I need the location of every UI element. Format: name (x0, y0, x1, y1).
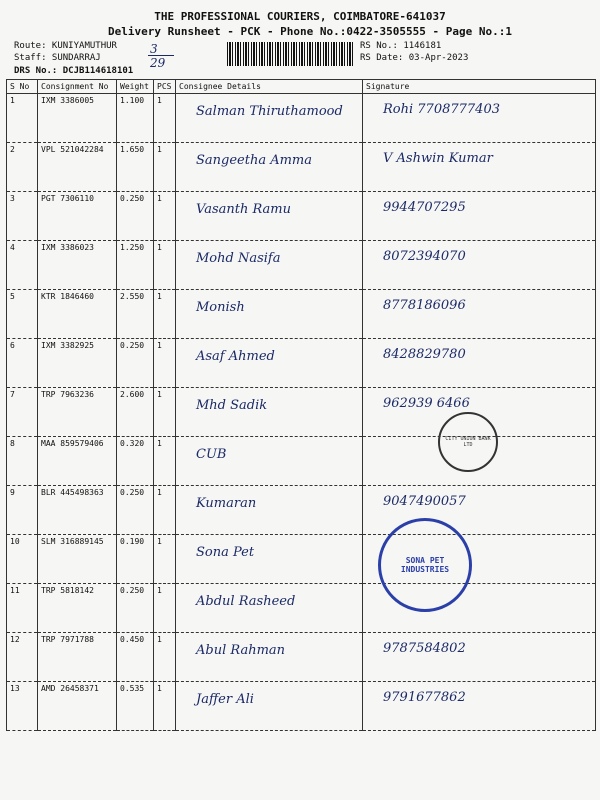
row-sno: 10 (7, 535, 38, 584)
row-consignee-cell (176, 584, 363, 633)
row-weight: 1.250 (117, 241, 154, 290)
row-pcs: 1 (154, 290, 176, 339)
row-signature: 9791677862 (383, 690, 466, 705)
row-signature: 962939 6466 (383, 396, 470, 411)
row-consignment: IXM 3382925 (38, 339, 117, 388)
header-consignee: Consignee Details (176, 80, 363, 94)
row-pcs: 1 (154, 682, 176, 731)
row-consignee-cell (176, 192, 363, 241)
row-consignment: KTR 1846460 (38, 290, 117, 339)
row-consignee-cell (176, 535, 363, 584)
table-row (7, 584, 596, 633)
table-row (7, 94, 596, 143)
row-signature: 8428829780 (383, 347, 466, 362)
row-consignee-cell (176, 388, 363, 437)
bank-stamp: CITY UNION BANK LTD (438, 412, 498, 472)
row-signature: 8778186096 (383, 298, 466, 313)
table-row (7, 339, 596, 388)
row-signature-cell (363, 94, 596, 143)
row-sno: 7 (7, 388, 38, 437)
staff-label: Staff: SUNDARRAJ (14, 53, 101, 63)
row-pcs: 1 (154, 241, 176, 290)
row-consignment: PGT 7306110 (38, 192, 117, 241)
row-consignee-cell (176, 290, 363, 339)
row-weight: 0.250 (117, 192, 154, 241)
route-label: Route: KUNIYAMUTHUR (14, 41, 117, 51)
row-weight: 1.650 (117, 143, 154, 192)
drs-number: DRS No.: DCJB114618101 (14, 66, 134, 76)
row-pcs: 1 (154, 633, 176, 682)
table-row (7, 486, 596, 535)
row-weight: 0.450 (117, 633, 154, 682)
row-signature-cell (363, 682, 596, 731)
row-weight: 0.320 (117, 437, 154, 486)
table-row (7, 388, 596, 437)
table-row (7, 290, 596, 339)
row-consignee-cell (176, 143, 363, 192)
row-weight: 2.550 (117, 290, 154, 339)
company-stamp: SONA PET INDUSTRIES (378, 518, 472, 612)
row-consignment: SLM 316889145 (38, 535, 117, 584)
row-weight: 0.250 (117, 486, 154, 535)
row-consignment: VPL 521042284 (38, 143, 117, 192)
row-consignee: Abul Rahman (196, 643, 286, 658)
header-signature: Signature (363, 80, 596, 94)
row-pcs: 1 (154, 486, 176, 535)
row-signature-cell (363, 339, 596, 388)
row-signature-cell (363, 192, 596, 241)
table-row (7, 241, 596, 290)
row-signature-cell (363, 633, 596, 682)
row-sno: 5 (7, 290, 38, 339)
row-signature: V Ashwin Kumar (383, 151, 493, 166)
header-weight: Weight (117, 80, 154, 94)
row-consignee-cell (176, 682, 363, 731)
runsheet-table (6, 79, 596, 731)
row-sno: 8 (7, 437, 38, 486)
barcode (227, 42, 355, 66)
row-pcs: 1 (154, 388, 176, 437)
row-consignment: AMD 26458371 (38, 682, 117, 731)
row-consignment: MAA 859579406 (38, 437, 117, 486)
row-sno: 13 (7, 682, 38, 731)
row-consignee-cell (176, 437, 363, 486)
row-consignment: IXM 3386005 (38, 94, 117, 143)
row-consignee: Mohd Nasifa (196, 251, 281, 266)
row-consignee: Kumaran (196, 496, 257, 511)
row-weight: 0.535 (117, 682, 154, 731)
row-consignee-cell (176, 94, 363, 143)
row-consignee: Mhd Sadik (196, 398, 268, 413)
row-consignment: BLR 445498363 (38, 486, 117, 535)
row-signature: 9047490057 (383, 494, 466, 509)
row-consignment: TRP 7971788 (38, 633, 117, 682)
table-row (7, 633, 596, 682)
header-sno: S No (7, 80, 38, 94)
row-consignee: Sangeetha Amma (196, 153, 313, 168)
row-pcs: 1 (154, 584, 176, 633)
rs-number: RS No.: 1146181 (360, 41, 442, 51)
row-consignee: Salman Thiruthamood (196, 104, 343, 119)
row-signature-cell (363, 290, 596, 339)
table-row (7, 192, 596, 241)
header-consignment: Consignment No (38, 80, 117, 94)
row-weight: 1.100 (117, 94, 154, 143)
header-pcs: PCS (154, 80, 176, 94)
row-consignee: Monish (196, 300, 245, 315)
row-sno: 6 (7, 339, 38, 388)
row-consignee-cell (176, 486, 363, 535)
row-pcs: 1 (154, 339, 176, 388)
row-consignee-cell (176, 339, 363, 388)
row-pcs: 1 (154, 535, 176, 584)
row-consignee-cell (176, 633, 363, 682)
row-sno: 9 (7, 486, 38, 535)
rs-date: RS Date: 03-Apr-2023 (360, 53, 469, 63)
row-signature-cell (363, 241, 596, 290)
row-signature-cell (363, 143, 596, 192)
row-consignment: TRP 7963236 (38, 388, 117, 437)
row-consignee: Asaf Ahmed (196, 349, 275, 364)
table-row (7, 437, 596, 486)
table-row (7, 535, 596, 584)
row-consignee: CUB (196, 447, 227, 462)
row-weight: 0.190 (117, 535, 154, 584)
table-header-row (7, 80, 596, 94)
company-title: THE PROFESSIONAL COURIERS, COIMBATORE-641037 (154, 10, 446, 23)
row-sno: 11 (7, 584, 38, 633)
table-row (7, 143, 596, 192)
row-sno: 12 (7, 633, 38, 682)
row-signature: Rohi 7708777403 (383, 102, 500, 117)
handwritten-total: 29 (150, 56, 166, 70)
handwritten-count: 3 (150, 42, 158, 56)
row-sno: 1 (7, 94, 38, 143)
row-consignee-cell (176, 241, 363, 290)
table-row (7, 682, 596, 731)
runsheet-subtitle: Delivery Runsheet - PCK - Phone No.:0422-3505555 - Page No.:1 (108, 25, 512, 38)
row-pcs: 1 (154, 94, 176, 143)
row-weight: 2.600 (117, 388, 154, 437)
row-signature: 9787584802 (383, 641, 466, 656)
row-pcs: 1 (154, 143, 176, 192)
row-consignment: TRP 5818142 (38, 584, 117, 633)
row-pcs: 1 (154, 192, 176, 241)
row-consignee: Jaffer Ali (196, 692, 254, 707)
row-weight: 0.250 (117, 339, 154, 388)
row-signature: 8072394070 (383, 249, 466, 264)
row-sno: 4 (7, 241, 38, 290)
row-weight: 0.250 (117, 584, 154, 633)
row-signature: 9944707295 (383, 200, 466, 215)
row-consignee: Vasanth Ramu (196, 202, 292, 217)
row-pcs: 1 (154, 437, 176, 486)
row-sno: 3 (7, 192, 38, 241)
row-consignment: IXM 3386023 (38, 241, 117, 290)
row-sno: 2 (7, 143, 38, 192)
row-consignee: Abdul Rasheed (196, 594, 296, 609)
row-consignee: Sona Pet (196, 545, 255, 560)
